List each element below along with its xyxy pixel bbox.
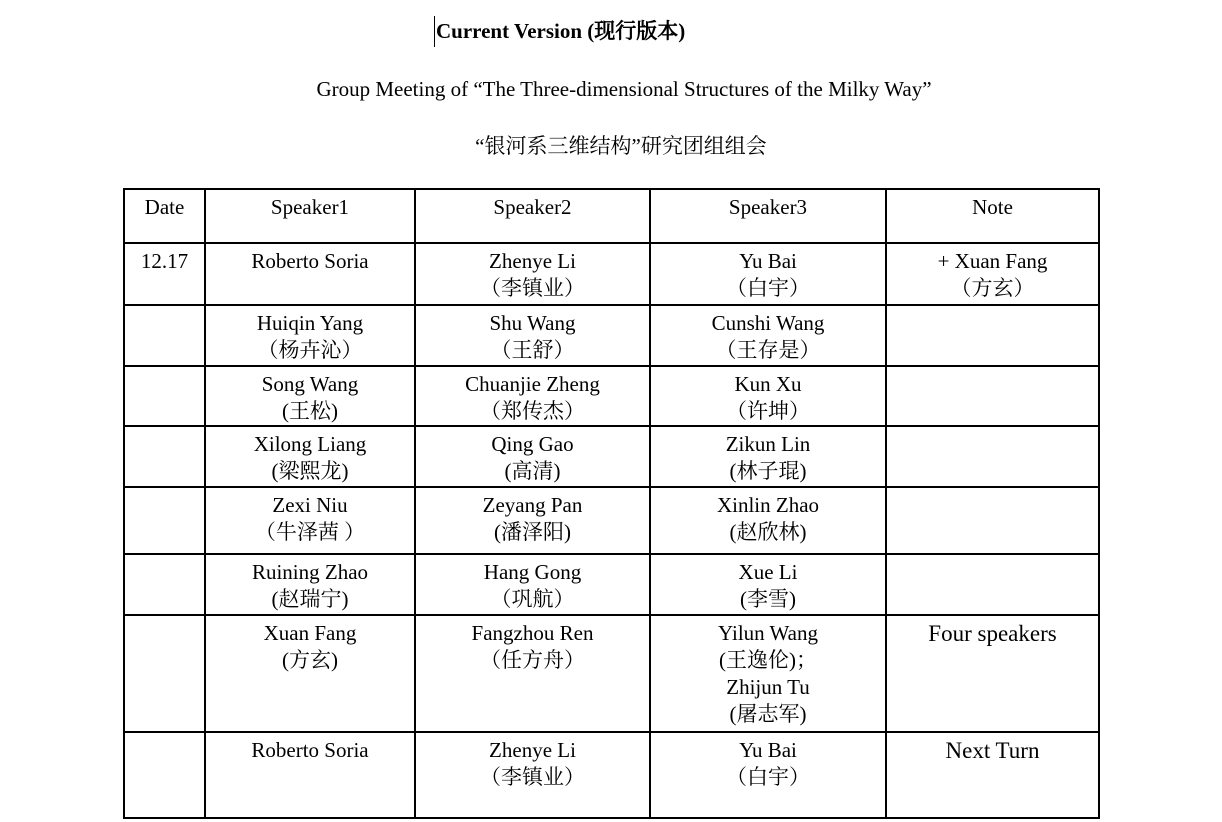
cell-text: (王逸伦)； [719,648,817,672]
cell-text: Qing Gao [491,432,574,456]
cell-text: 12.17 [140,249,189,273]
cell-speaker3 [650,305,886,366]
cell-text: (赵欣林) [729,520,807,544]
cell-date [124,732,205,818]
cell-text: Kun Xu [734,372,802,396]
cell-note [886,243,1099,305]
cell-text: Song Wang [261,372,359,396]
cell-speaker2 [415,305,650,366]
cell-note [886,426,1099,487]
cell-speaker3 [650,366,886,426]
cell-text: （白宇） [726,276,810,300]
cell-text: Roberto Soria [251,249,369,273]
cell-speaker3 [650,732,886,818]
cell-date [124,426,205,487]
cell-date [124,615,205,732]
cell-speaker1 [205,305,415,366]
cell-text: (屠志军) [729,702,807,726]
cell-text: Next Turn [945,738,1040,763]
cell-text: Chuanjie Zheng [465,372,600,396]
cell-text: （杨卉沁） [257,338,363,362]
cell-text: （王存是） [715,338,821,362]
cell-speaker3 [650,243,886,305]
cell-text: Fangzhou Ren [471,621,594,645]
cell-date [124,243,205,305]
cell-text: Cunshi Wang [711,311,825,335]
cell-date [124,366,205,426]
cell-speaker2 [415,243,650,305]
cell-speaker2 [415,366,650,426]
cell-text: Four speakers [928,621,1057,646]
cell-text: Zhijun Tu [726,675,810,699]
table-row [124,305,1099,366]
cell-text: （王舒） [490,338,575,362]
cell-text: Roberto Soria [251,738,369,762]
cell-text: (潘泽阳) [494,520,571,544]
cell-text: （巩航） [490,587,575,611]
cell-text: （白宇） [726,765,810,789]
cell-text: （许坤） [726,399,810,423]
table-row [124,426,1099,487]
cell-speaker2 [415,554,650,615]
cell-speaker1 [205,426,415,487]
cell-text: （李镇业） [480,765,585,789]
cell-text: （李镇业） [480,276,585,300]
cell-text: Zhenye Li [489,738,576,762]
cell-text: Hang Gong [483,560,582,584]
cell-text: (高清) [504,459,561,483]
cell-note [886,615,1099,732]
cell-text: Xinlin Zhao [716,493,820,517]
table-header-row [124,189,1099,243]
cell-text: Xue Li [738,560,798,584]
header-speaker2: Speaker2 [415,189,650,243]
cell-text: Yu Bai [739,249,797,273]
cell-speaker2 [415,487,650,554]
cell-text: + Xuan Fang [937,249,1048,273]
cell-date [124,305,205,366]
cell-text: (梁熙龙) [271,459,349,483]
document-subtitle-chinese: “银河系三维结构”研究团组组会 [475,134,767,158]
header-speaker1: Speaker1 [205,189,415,243]
cell-speaker1 [205,243,415,305]
cell-note [886,732,1099,818]
text-cursor [434,16,435,47]
cell-text: Xuan Fang [263,621,357,645]
cell-note [886,305,1099,366]
table-row [124,366,1099,426]
cell-text: Zexi Niu [272,493,348,517]
cell-speaker3 [650,487,886,554]
cell-text: Ruining Zhao [251,560,369,584]
cell-speaker2 [415,426,650,487]
document-title: Current Version (现行版本) [436,19,686,43]
cell-speaker2 [415,615,650,732]
cell-speaker1 [205,732,415,818]
cell-speaker3 [650,426,886,487]
cell-text: Zeyang Pan [482,493,583,517]
table-row [124,554,1099,615]
cell-text: (林子琨) [729,459,807,483]
cell-text: Yilun Wang [717,621,818,645]
table-row [124,487,1099,554]
cell-text: Huiqin Yang [256,311,364,335]
cell-text: Yu Bai [739,738,797,762]
cell-speaker1 [205,615,415,732]
cell-speaker1 [205,554,415,615]
cell-text: Zikun Lin [725,432,811,456]
header-speaker3: Speaker3 [650,189,886,243]
header-date: Date [124,189,205,243]
cell-speaker1 [205,366,415,426]
speaker-schedule-table [123,188,1100,819]
cell-text: Shu Wang [489,311,576,335]
cell-text: (李雪) [740,587,796,611]
table-row [124,732,1099,818]
cell-text: （牛泽茜 ） [254,520,366,544]
cell-text: （郑传杰） [480,399,585,423]
header-note: Note [886,189,1099,243]
cell-note [886,487,1099,554]
cell-text: (方玄) [282,648,338,672]
cell-date [124,554,205,615]
cell-speaker3 [650,554,886,615]
cell-text: (王松) [282,399,338,423]
cell-note [886,366,1099,426]
cell-date [124,487,205,554]
document-subtitle-english: Group Meeting of “The Three-dimensional Structures of the Milky Way” [316,77,932,101]
cell-text: Zhenye Li [489,249,576,273]
cell-speaker2 [415,732,650,818]
table-row [124,243,1099,305]
cell-speaker1 [205,487,415,554]
cell-text: （任方舟） [480,648,585,672]
table-body [124,243,1099,818]
cell-note [886,554,1099,615]
cell-text: Xilong Liang [253,432,367,456]
table-row [124,615,1099,732]
cell-speaker3 [650,615,886,732]
cell-text: （方玄） [950,276,1035,300]
cell-text: (赵瑞宁) [271,587,349,611]
